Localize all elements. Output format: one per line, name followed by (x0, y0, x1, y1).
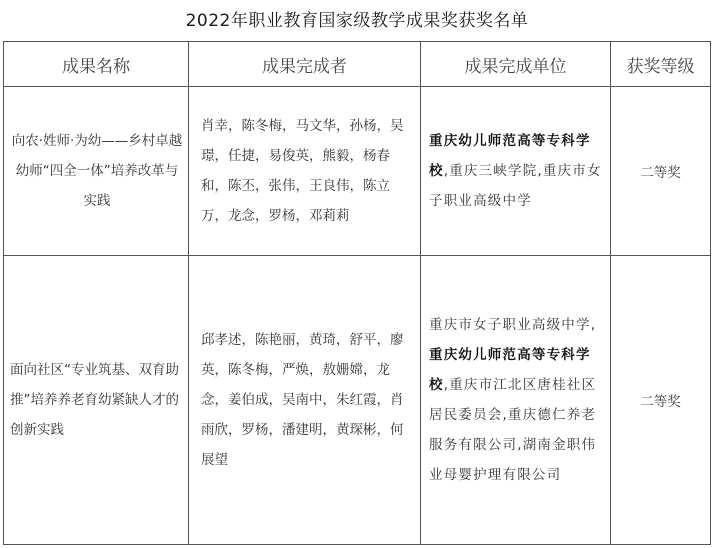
table-row (4, 87, 711, 256)
completers-cell: 肖幸，陈冬梅，马文华，孙杨，吴璟，任捷，易俊英，熊毅，杨春和，陈丕，张伟，王良伟，陈立万，龙念，罗杨，邓莉莉 (189, 87, 421, 256)
award-table (3, 41, 711, 545)
award-level-cell: 二等奖 (611, 256, 711, 545)
unit-lead-institution: 重庆幼儿师范高等专科学校 (429, 347, 591, 393)
units-cell (421, 256, 611, 545)
table-row (4, 256, 711, 545)
unit-partner-institutions: ,重庆三峡学院,重庆市女子职业高级中学 (429, 163, 602, 209)
unit-lead-institution: 重庆幼儿师范高等专科学校 (429, 133, 591, 179)
header-achievement-name: 成果名称 (4, 42, 189, 87)
completers-cell: 邱孝述，陈艳丽，黄琦，舒平，廖英，陈冬梅，严焕，敖姗嫦，龙念，姜伯成，吴南中，朱红霞，肖雨欣，罗杨，潘建明，黄琛彬，何展望 (189, 256, 421, 545)
table-header-row (4, 42, 711, 87)
page-title: 2022年职业教育国家级教学成果奖获奖名单 (185, 11, 529, 31)
award-level-cell: 二等奖 (611, 87, 711, 256)
header-completing-units: 成果完成单位 (421, 42, 611, 87)
units-cell (421, 87, 611, 256)
unit-partner-institutions: ,重庆市江北区唐桂社区居民委员会,重庆德仁养老服务有限公司,湖南金职伟业母婴护理有限公司 (429, 377, 597, 483)
header-completers: 成果完成者 (189, 42, 421, 87)
header-award-level: 获奖等级 (611, 42, 711, 87)
achievement-name-cell: 向农·姓师·为幼——乡村卓越幼师“四全一体”培养改革与实践 (4, 87, 189, 256)
achievement-name-cell: 面向社区“专业筑基、双育助推”培养养老育幼紧缺人才的创新实践 (4, 256, 189, 545)
unit-partner-institutions: 重庆市女子职业高级中学, (429, 317, 597, 333)
